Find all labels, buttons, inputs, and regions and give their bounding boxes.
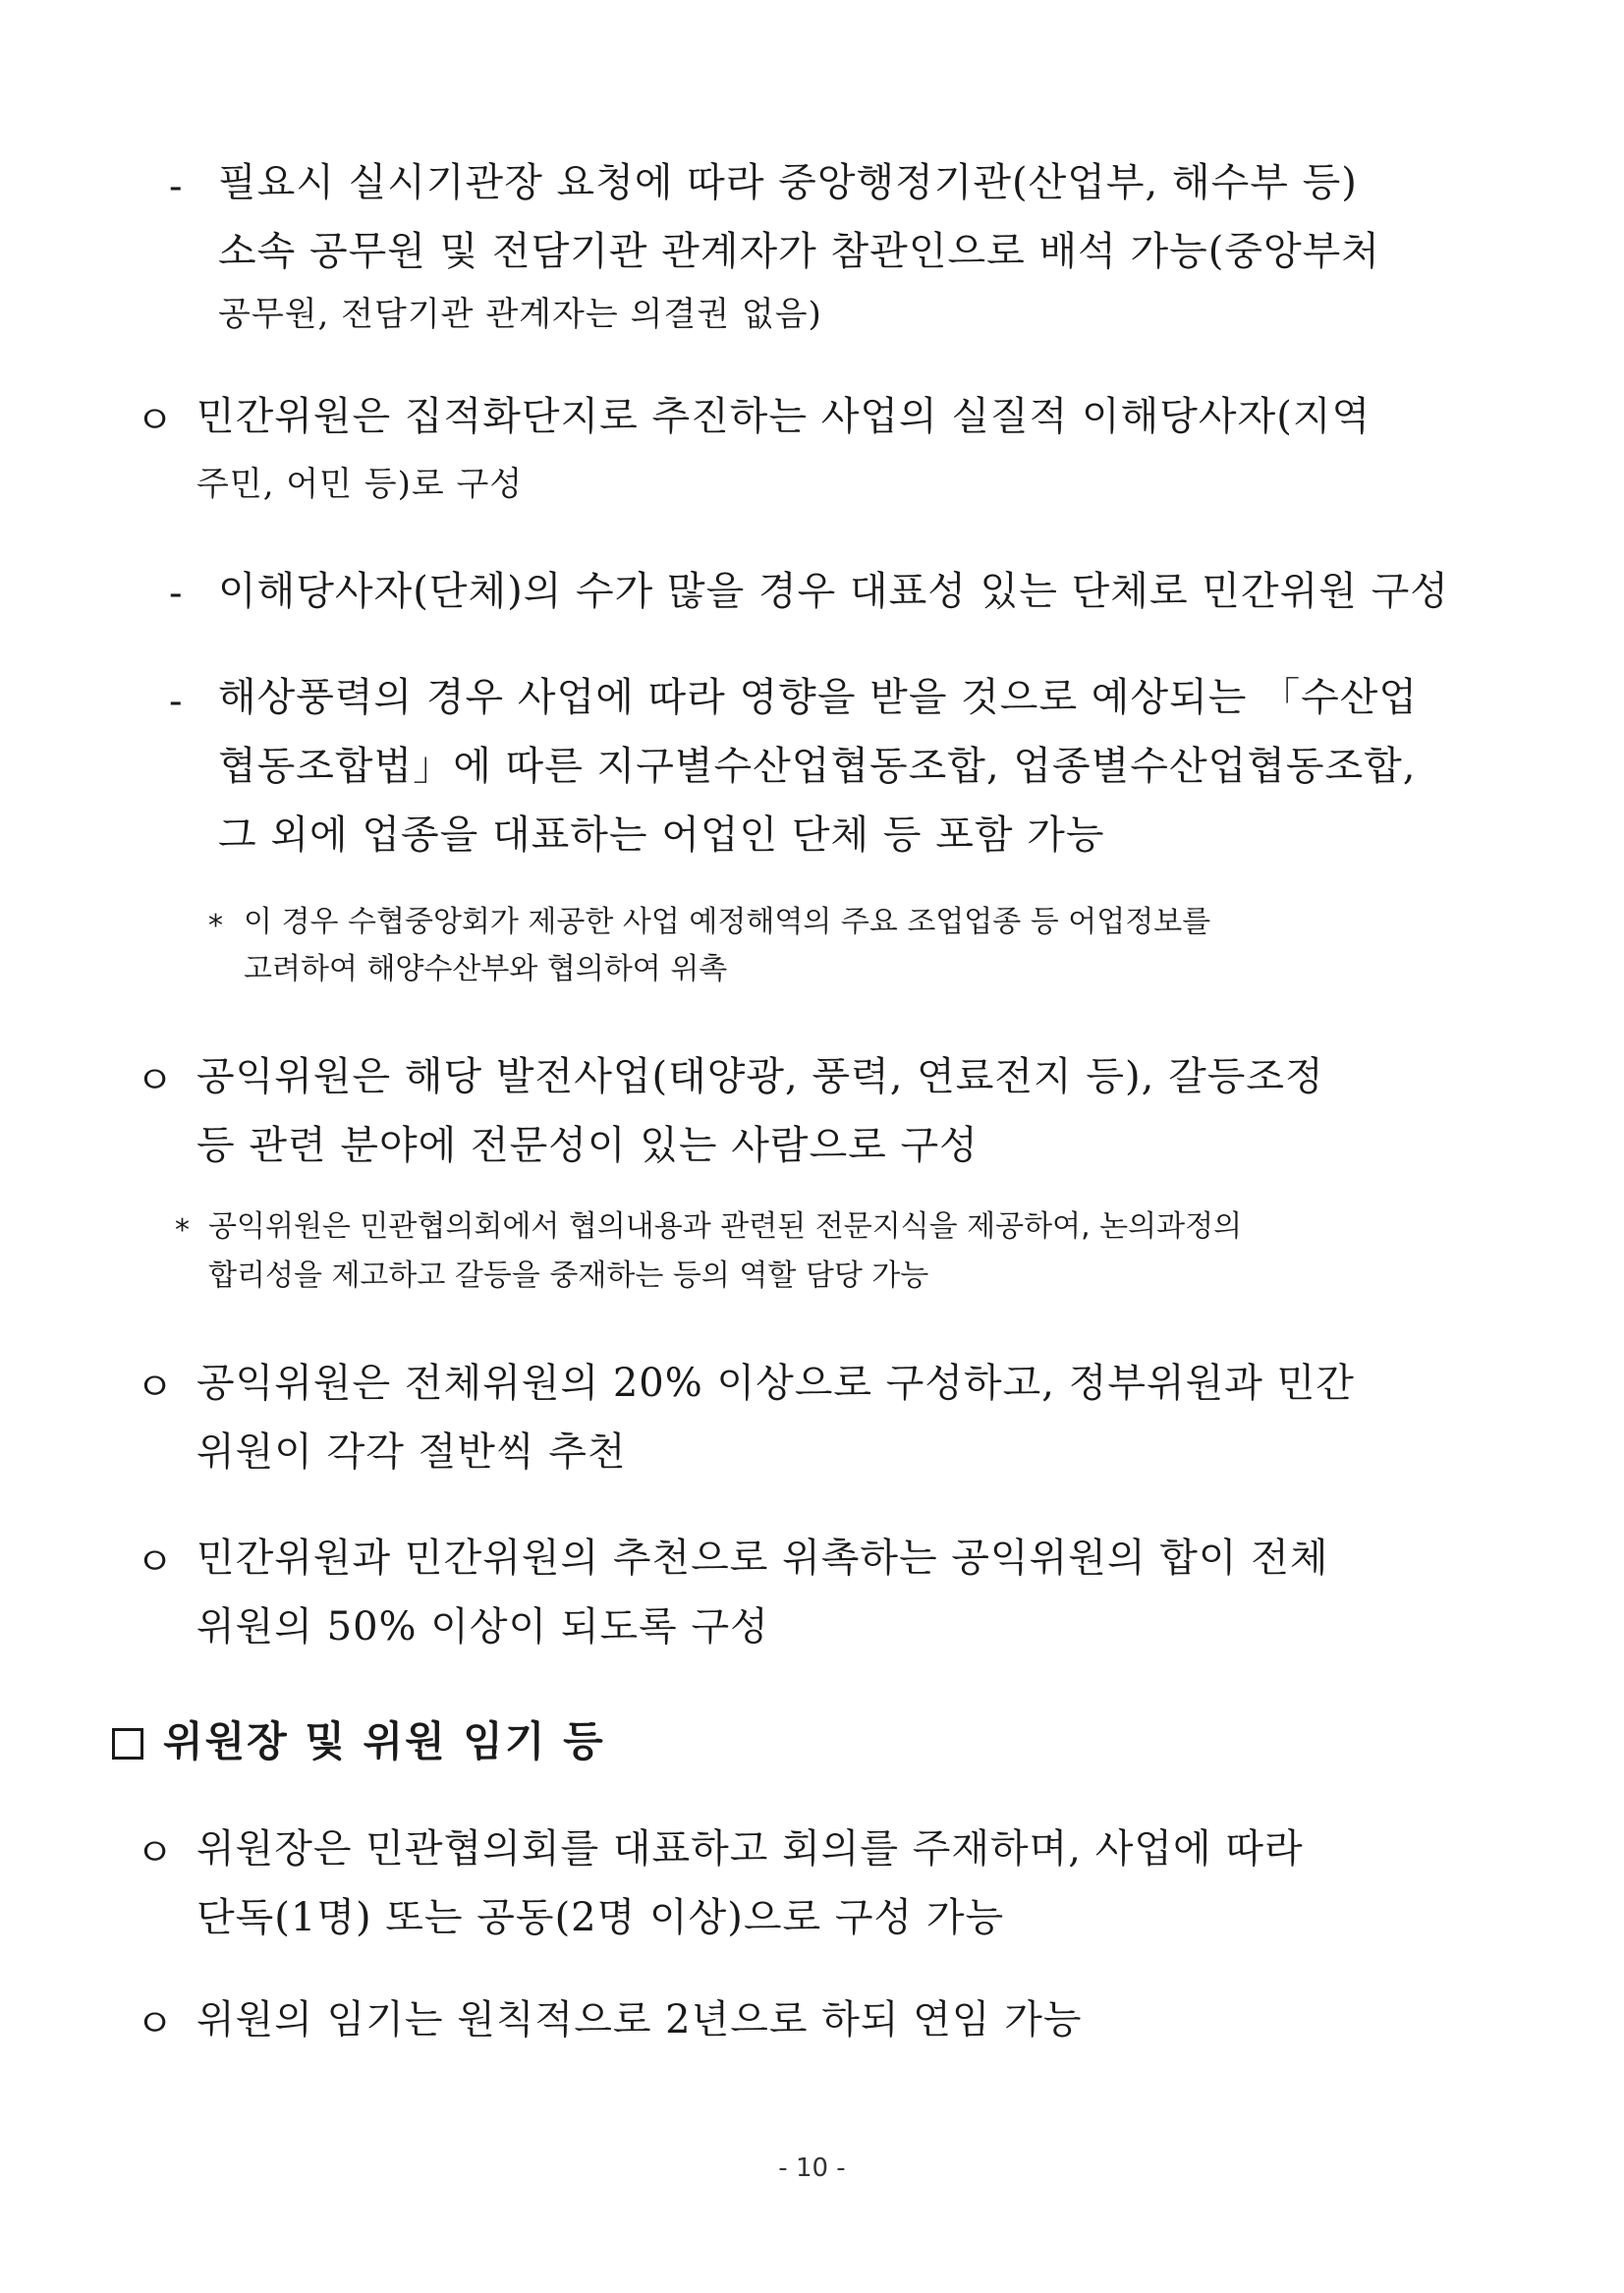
list-item-line: 공익위원은 해당 발전사업(태양광, 풍력, 연료전지 등), 갈등조정 bbox=[196, 1054, 1324, 1099]
list-item-line: 이해당사자(단체)의 수가 많을 경우 대표성 있는 단체로 민간위원 구성 bbox=[218, 569, 1449, 614]
list-item-line: 협동조합법」에 따른 지구별수산업협동조합, 업종별수산업협동조합, bbox=[218, 744, 1417, 789]
dash-marker: - bbox=[169, 164, 184, 209]
circle-marker: ㅇ bbox=[136, 1539, 175, 1585]
list-item-line: 등 관련 분야에 전문성이 있는 사람으로 구성 bbox=[196, 1123, 979, 1168]
list-item-line: 필요시 실시기관장 요청에 따라 중앙행정기관(산업부, 해수부 등) bbox=[218, 160, 1358, 205]
asterisk-marker: * bbox=[175, 1213, 190, 1248]
list-item-line: 위원이 각각 절반씩 추천 bbox=[196, 1429, 627, 1475]
list-item-line: 주민, 어민 등)로 구성 bbox=[196, 465, 524, 504]
note-line: 고려하여 해양수산부와 협의하여 위촉 bbox=[244, 952, 728, 986]
list-item-line: 위원의 임기는 원칙적으로 2년으로 하되 연임 가능 bbox=[196, 1997, 1083, 2042]
asterisk-marker: * bbox=[208, 909, 223, 943]
note-line: 이 경우 수협중앙회가 제공한 사업 예정해역의 주요 조업업종 등 어업정보를 bbox=[244, 905, 1211, 939]
list-item-line: 공익위원은 전체위원의 20% 이상으로 구성하고, 정부위원과 민간 bbox=[196, 1361, 1355, 1406]
list-item-line: 공무원, 전담기관 관계자는 의결권 없음) bbox=[218, 295, 822, 334]
list-item-line: 해상풍력의 경우 사업에 따라 영향을 받을 것으로 예상되는 「수산업 bbox=[218, 675, 1418, 720]
section-title: 위원장 및 위원 임기 등 bbox=[163, 1717, 605, 1765]
list-item-line: 위원장은 민관협의회를 대표하고 회의를 주재하며, 사업에 따라 bbox=[196, 1826, 1304, 1872]
list-item-line: 소속 공무원 및 전담기관 관계자가 참관인으로 배석 가능(중앙부처 bbox=[218, 229, 1380, 274]
circle-marker: ㅇ bbox=[136, 1830, 175, 1875]
checkbox-square-icon bbox=[112, 1728, 143, 1760]
list-item-line: 단독(1명) 또는 공동(2명 이상)으로 구성 가능 bbox=[196, 1895, 1005, 1940]
page-number: - 10 - bbox=[778, 2153, 846, 2183]
list-item-line: 위원의 50% 이상이 되도록 구성 bbox=[196, 1604, 769, 1650]
list-item-line: 민간위원은 집적화단지로 추진하는 사업의 실질적 이해당사자(지역 bbox=[196, 394, 1372, 439]
dash-marker: - bbox=[169, 679, 184, 724]
circle-marker: ㅇ bbox=[136, 398, 175, 443]
note-line: 공익위원은 민관협의회에서 협의내용과 관련된 전문지식을 제공하여, 논의과정의 bbox=[208, 1209, 1243, 1244]
list-item-line: 민간위원과 민간위원의 추천으로 위촉하는 공익위원의 합이 전체 bbox=[196, 1536, 1329, 1581]
dash-marker: - bbox=[169, 571, 184, 616]
circle-marker: ㅇ bbox=[136, 1058, 175, 1103]
circle-marker: ㅇ bbox=[136, 1365, 175, 1410]
list-item-line: 그 외에 업종을 대표하는 어업인 단체 등 포함 가능 bbox=[218, 812, 1105, 858]
note-line: 합리성을 제고하고 갈등을 중재하는 등의 역할 담당 가능 bbox=[208, 1258, 929, 1293]
circle-marker: ㅇ bbox=[136, 2001, 175, 2046]
